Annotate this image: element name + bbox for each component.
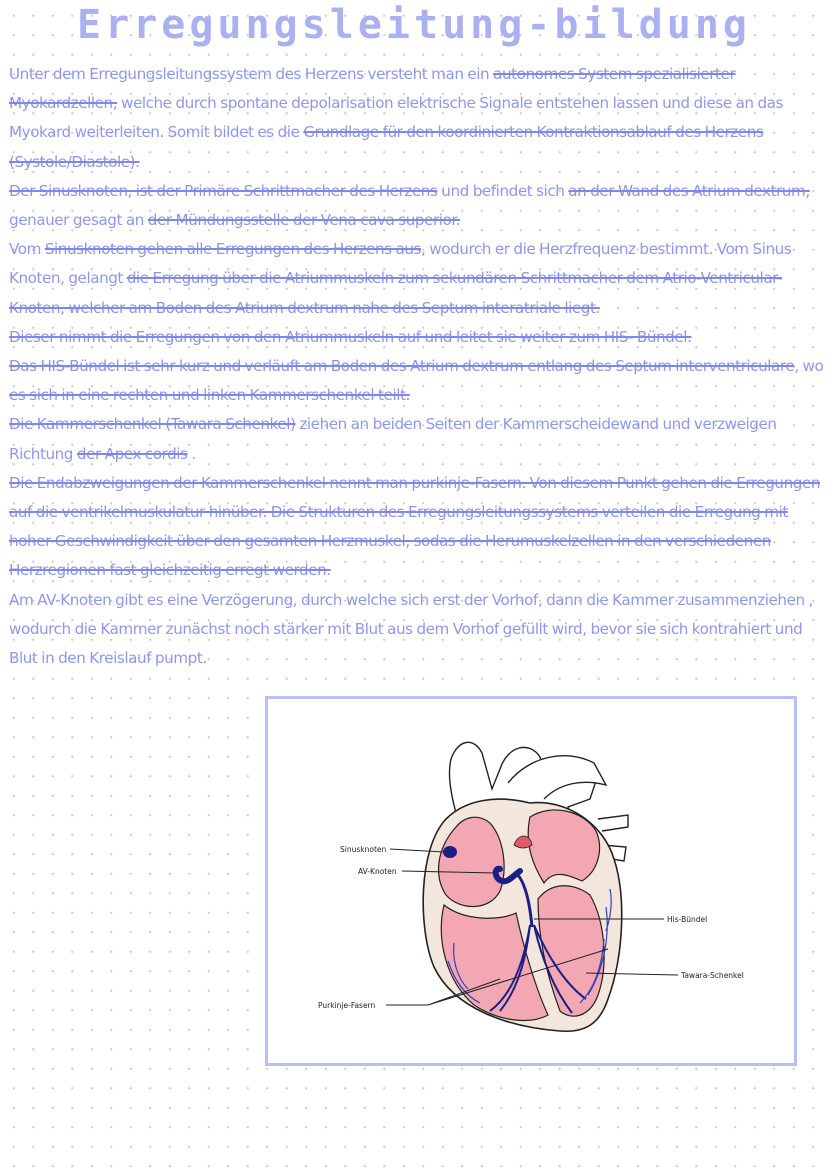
label-his-buendel: His-Bündel	[667, 915, 708, 924]
highlighted-text: Die Kammerschenkel (Tawara Schenkel)	[9, 415, 296, 434]
highlighted-text: Der Sinusknoten, ist der Primäre Schrittmacher des Herzens	[9, 181, 438, 200]
text-segment: und befindet sich	[437, 181, 569, 200]
highlighted-text: Grundlage für den koordinierten Kontraktionsablauf des Herzens (Systole/Diastole).	[9, 123, 764, 171]
text-segment: .	[187, 444, 196, 463]
text-segment: , wodurch er die Herzfrequenz bestimmt. Vom Sinus Knoten, gelangt	[9, 240, 792, 288]
paragraph	[9, 469, 824, 586]
sinus-node	[443, 846, 457, 858]
paragraph	[9, 586, 824, 674]
text-segment: , wo	[794, 357, 824, 376]
label-sinusknoten: Sinusknoten	[340, 845, 387, 854]
highlighted-text: die Erregung über die Atriummuskeln zum sekundären Schrittmacher dem Atrio-Ventricular-Knoten, welcher am Boden des Atrium dextrum nahe des Septum interatriale liegt.	[9, 269, 783, 317]
highlighted-text: Die Endabzweigungen der Kammerschenkel nennt man purkinje-Fasern. Von diesem Punkt gehen die Erregungen auf die ventrikelmuskulatur hinüber. Die Strukturen des Erregungsleitungssystems verteilen die Erregung mit hoher Geschwindigkeit über den gesamten Herzmuskel, sodas die Herumuskelzellen in den verschiedenen Herzregionen fast gleichzeitig erregt werden.	[9, 473, 821, 580]
text-segment: genauer gesagt an	[9, 211, 148, 230]
highlighted-text: an der Wand des Atrium dextrum,	[568, 181, 810, 200]
paragraph	[9, 60, 824, 177]
paragraph	[9, 323, 824, 352]
highlighted-text: Dieser nimmt die Erregungen von den Atriummuskeln auf und leitet sie weiter zum HIS- Bündel.	[9, 327, 692, 346]
paragraph	[9, 177, 824, 235]
paragraph	[9, 235, 824, 323]
text-segment: Unter dem Erregungsleitungssystem des Herzens versteht man ein	[9, 65, 494, 83]
highlighted-text: der Mündungsstelle der Vena cava superior.	[147, 211, 461, 230]
label-tawara: Tawara-Schenkel	[681, 971, 744, 980]
page-title: Erregungsleitung-bildung	[77, 2, 751, 48]
label-purkinje: Purkinje-Fasern	[318, 1001, 376, 1010]
heart-diagram-frame	[265, 696, 797, 1066]
text-segment: Am AV-Knoten gibt es eine Verzögerung, durch welche sich erst der Vorhof, dann die Kammer zusammenziehen , wodurch die Kammer zunächst noch stärker mit Blut aus dem Vorhof gefüllt wird, bevor sie sich kontrahiert und Blut in den Kreislauf pumpt.	[9, 590, 813, 668]
heart-diagram	[268, 699, 794, 1063]
highlighted-text: Das HIS-Bündel ist sehr kurz und verläuft am Boden des Atrium dextrum entlang des Septum interventriculare	[9, 357, 795, 376]
highlighted-text: es sich in eine rechten und linken Kammerschenkel teilt.	[9, 386, 410, 405]
highlighted-text: der Apex cordis	[76, 444, 188, 463]
text-segment: ziehen an beiden Seiten der Kammerscheidewand und verzweigen Richtung	[9, 415, 777, 463]
notes-text	[9, 60, 824, 673]
text-segment: welche durch spontane depolarisation elektrische Signale entstehen lassen und diese an das Myokard weiterleiten. Somit bildet es die	[9, 94, 783, 142]
paragraph	[9, 410, 824, 468]
label-av-knoten: AV-Knoten	[358, 867, 397, 876]
highlighted-text: Sinusknoten gehen alle Erregungen des Herzens aus	[44, 240, 422, 259]
paragraph	[9, 352, 824, 410]
text-segment: Vom	[9, 240, 45, 259]
highlighted-text: autonomes System spezialisierter Myokardzellen,	[9, 65, 736, 113]
